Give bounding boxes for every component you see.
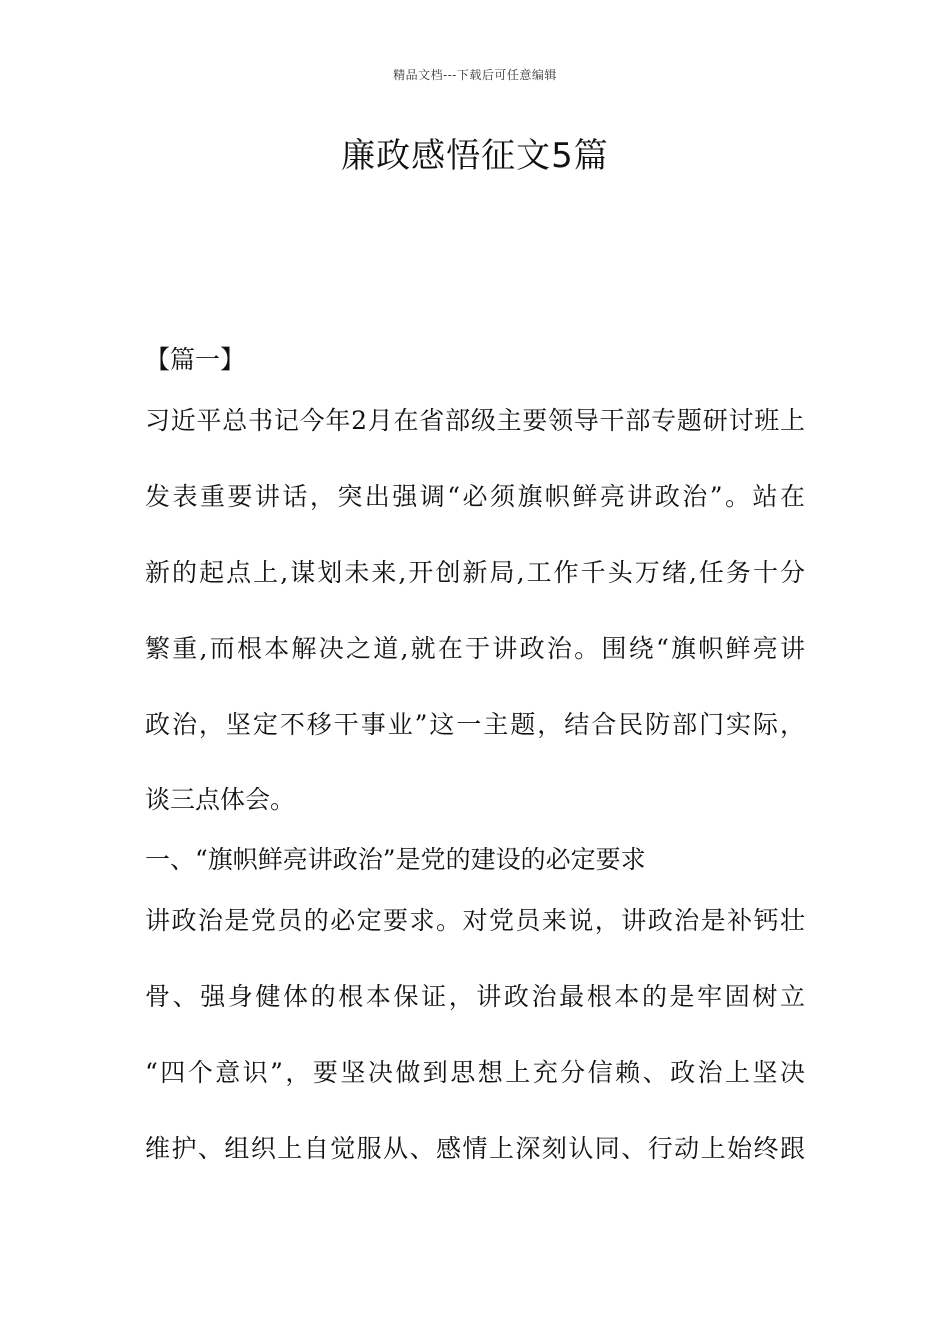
paragraph-line: 谈三点体会。 [145,785,296,814]
paragraph-line: 发表重要讲话，突出强调“必须旗帜鲜亮讲政治”。站在 [145,482,805,511]
paragraph-line: 繁重,而根本解决之道,就在于讲政治。围绕“旗帜鲜亮讲 [145,634,805,663]
document-title: 廉政感悟征文5篇 [341,136,609,176]
paragraph-line: 讲政治是党员的必定要求。对党员来说，讲政治是补钙壮 [145,906,805,935]
header-note: 精品文档---下载后可任意编辑 [393,68,557,82]
paragraph-line: “四个意识”，要坚决做到思想上充分信赖、政治上坚决 [145,1058,805,1087]
paragraph-line: 维护、组织上自觉服从、感情上深刻认同、行动上始终跟 [145,1134,805,1163]
paragraph-line: 骨、强身健体的根本保证，讲政治最根本的是牢固树立 [145,982,805,1011]
paragraph-line: 新的起点上,谋划未来,开创新局,工作千头万绪,任务十分 [145,558,805,587]
section-label: 【篇一】 [145,345,246,374]
paragraph-line: 政治，坚定不移干事业”这一主题，结合民防部门实际， [145,710,805,739]
paragraph-line: 习近平总书记今年2月在省部级主要领导干部专题研讨班上 [145,406,805,435]
section-heading: 一、“旗帜鲜亮讲政治”是党的建设的必定要求 [145,845,646,874]
